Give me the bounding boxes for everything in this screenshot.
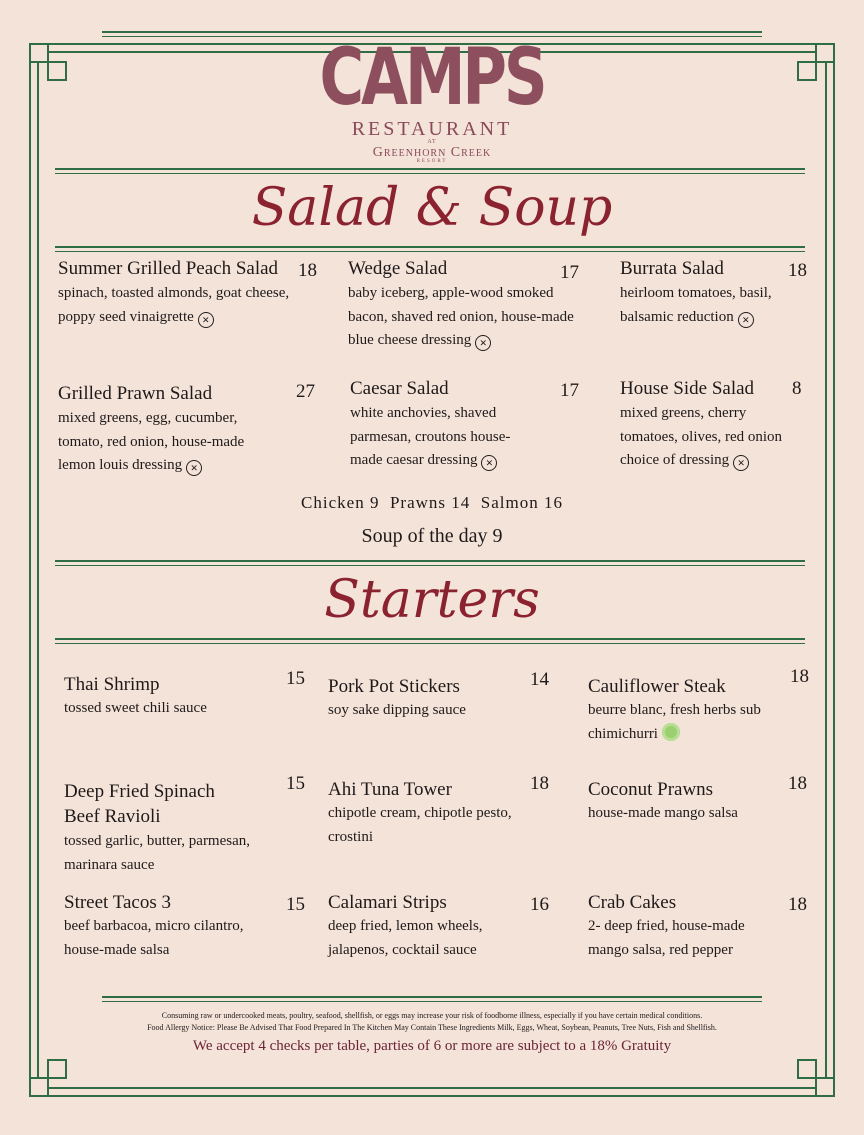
- item-name: Summer Grilled Peach Salad: [58, 258, 279, 279]
- item-price: 17: [560, 262, 579, 283]
- item-price: 8: [792, 378, 802, 399]
- menu-item: [348, 258, 578, 353]
- item-name: House Side Salad: [620, 378, 755, 399]
- menu-item: [64, 892, 274, 962]
- item-name: Calamari Strips: [328, 892, 447, 913]
- item-desc: soy sake dipping sauce: [328, 702, 466, 718]
- divider-salad-bottom: [55, 246, 805, 252]
- item-desc: mixed greens, cherry tomatoes, olives, red onion choice of dressing ✕: [620, 405, 783, 469]
- menu-item: [64, 779, 274, 877]
- menu-item: [58, 258, 294, 329]
- vegan-leaf-icon: [662, 723, 680, 741]
- divider-salad-top: [55, 168, 805, 174]
- item-desc: chipotle cream, chipotle pesto, crostini: [328, 805, 512, 845]
- gluten-free-icon: ✕: [733, 455, 749, 471]
- item-name: Pork Pot Stickers: [328, 676, 460, 697]
- menu-item: [620, 378, 805, 473]
- menu-item: [588, 779, 778, 826]
- item-desc: house-made mango salsa: [588, 805, 738, 821]
- corner-ornament-br: [815, 1077, 835, 1097]
- item-name: Crab Cakes: [588, 892, 677, 913]
- item-name: Thai Shrimp: [64, 674, 160, 695]
- item-desc: beef barbacoa, micro cilantro, house-made salsa: [64, 918, 244, 958]
- item-desc: white anchovies, shaved parmesan, croutons house-made caesar dressing ✕: [350, 405, 511, 469]
- gluten-free-icon: ✕: [475, 335, 491, 351]
- menu-item: [588, 676, 788, 746]
- item-name: Cauliflower Steak: [588, 676, 726, 697]
- item-name: Wedge Salad: [348, 258, 448, 279]
- menu-item: [328, 892, 528, 962]
- menu-item: [620, 258, 800, 329]
- item-name: Ahi Tuna Tower: [328, 779, 452, 800]
- checks-policy: We accept 4 checks per table, parties of 6 or more are subject to a 18% Gratuity: [192, 1038, 672, 1054]
- item-name: Coconut Prawns: [588, 779, 714, 800]
- item-desc: heirloom tomatoes, basil, balsamic reduction ✕: [620, 285, 772, 326]
- item-price: 15: [286, 773, 305, 794]
- item-desc: tossed garlic, butter, parmesan, marinara sauce: [64, 833, 251, 873]
- logo-resort: Greenhorn Creek: [372, 145, 492, 160]
- logo-subtitle: RESTAURANT: [351, 118, 513, 140]
- menu-item: [588, 892, 788, 962]
- item-price: 18: [298, 260, 317, 281]
- item-price: 17: [560, 380, 579, 401]
- logo-at: AT: [427, 139, 437, 145]
- item-desc: baby iceberg, apple-wood smoked bacon, shaved red onion, house-made blue cheese dressing ✕: [348, 285, 574, 349]
- foodborne-illness-notice: Consuming raw or undercooked meats, poultry, seafood, shellfish, or eggs may increase your risk of foodborne illness, especially if you have certain medical conditions.: [161, 1011, 703, 1020]
- gluten-free-icon: ✕: [186, 460, 202, 476]
- item-desc: beurre blanc, fresh herbs sub chimichurri: [588, 702, 761, 742]
- item-desc: mixed greens, egg, cucumber, tomato, red onion, house-made lemon louis dressing ✕: [58, 410, 245, 474]
- menu-item: [350, 378, 540, 473]
- item-price: 18: [788, 894, 807, 915]
- item-price: 14: [530, 669, 549, 690]
- item-desc: 2- deep fried, house-made mango salsa, red pepper: [588, 918, 745, 958]
- corner-ornament-tr: [815, 43, 835, 63]
- item-name: Burrata Salad: [620, 258, 724, 279]
- divider-starters-bottom: [55, 638, 805, 644]
- corner-ornament-bl: [29, 1077, 49, 1097]
- menu-item: [58, 383, 283, 478]
- item-price: 18: [790, 666, 809, 687]
- item-price: 16: [530, 894, 549, 915]
- item-desc: tossed sweet chili sauce: [64, 700, 207, 716]
- item-name: Deep Fried Spinach Beef Ravioli: [64, 781, 215, 827]
- section-title-starters: Starters: [324, 570, 540, 630]
- divider-starters-top: [55, 560, 805, 566]
- item-desc: spinach, toasted almonds, goat cheese, poppy seed vinaigrette ✕: [58, 285, 290, 326]
- logo-resort-suffix: RESORT: [416, 159, 448, 164]
- item-price: 18: [788, 773, 807, 794]
- gluten-free-icon: ✕: [738, 312, 754, 328]
- menu-item: [328, 779, 543, 849]
- logo-wordmark: CAMPS: [319, 33, 545, 123]
- item-price: 18: [788, 260, 807, 281]
- item-name: Street Tacos 3: [64, 892, 172, 913]
- gluten-free-icon: ✕: [198, 312, 214, 328]
- section-title-salad: Salad & Soup: [251, 178, 613, 238]
- soup-of-the-day: Soup of the day 9: [361, 525, 503, 547]
- bottom-rule: [102, 996, 762, 1002]
- item-price: 18: [530, 773, 549, 794]
- item-desc: deep fried, lemon wheels, jalapenos, cocktail sauce: [328, 918, 483, 958]
- gluten-free-icon: ✕: [481, 455, 497, 471]
- item-name: Caesar Salad: [350, 378, 449, 399]
- menu-item: [328, 676, 538, 723]
- corner-ornament-tr2: [797, 61, 817, 81]
- item-price: 27: [296, 381, 315, 402]
- corner-ornament-br2: [797, 1059, 817, 1079]
- corner-ornament-tl: [29, 43, 49, 63]
- corner-ornament-bl2: [47, 1059, 67, 1079]
- item-price: 15: [286, 894, 305, 915]
- food-allergy-notice: Food Allergy Notice: Please Be Advised That Food Prepared In The Kitchen May Contain These Ingredients Milk, Eggs, Wheat, Soybean, Peanuts, Tree Nuts, Fish and Shellfish.: [147, 1023, 717, 1032]
- menu-item: [64, 674, 284, 721]
- item-name: Grilled Prawn Salad: [58, 383, 213, 404]
- item-price: 15: [286, 668, 305, 689]
- salad-addons: Chicken 9 Prawns 14 Salmon 16: [301, 493, 563, 512]
- corner-ornament-tl2: [47, 61, 67, 81]
